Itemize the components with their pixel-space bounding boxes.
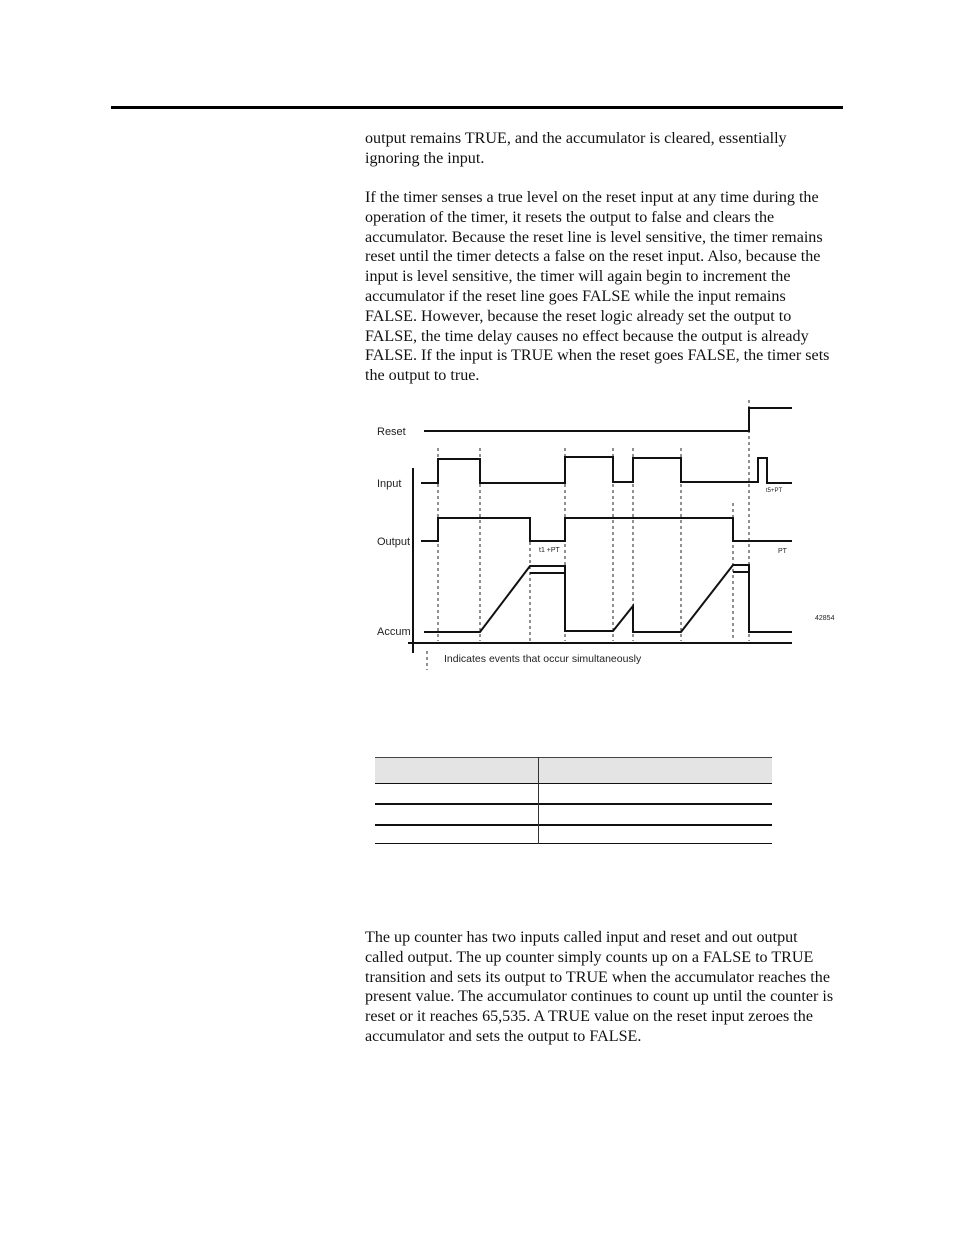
table-column-divider bbox=[538, 757, 539, 844]
legend-text: Indicates events that occur simultaneously bbox=[444, 653, 642, 665]
accum-waveform bbox=[424, 565, 792, 632]
figure-number: 42854 bbox=[815, 615, 835, 622]
table-bottom-rule bbox=[375, 843, 772, 844]
paragraph-reset-behavior: If the timer senses a true level on the reset input at any time during the operation of the timer, it resets the output to false and clears the accumulator. Because the reset line is level sensitive, the timer remains reset until the timer detects a false on the reset input. Also, because the input is level sensitive, the timer will again begin to increment the accumulator if the reset line goes FALSE while the input remains FALSE. However, because the reset logic already set the output to FALSE, the time delay causes no effect because the output is already FALSE. If the input is TRUE when the reset goes FALSE, the timer sets the output to true. bbox=[365, 189, 830, 385]
pt-annotation: PT bbox=[778, 548, 787, 555]
output-waveform bbox=[421, 518, 792, 541]
t5-pt-annotation: t5+PT bbox=[766, 488, 783, 494]
accum-label: Accum bbox=[377, 626, 411, 638]
table-row-divider bbox=[375, 824, 772, 826]
input-waveform bbox=[421, 457, 792, 483]
output-label: Output bbox=[377, 536, 411, 548]
timing-diagram bbox=[368, 398, 838, 676]
table-row-divider bbox=[375, 783, 772, 784]
header-rule bbox=[111, 106, 843, 109]
input-label: Input bbox=[377, 478, 402, 490]
reset-waveform bbox=[424, 408, 792, 431]
table-row-divider bbox=[375, 803, 772, 805]
paragraph-continuation: output remains TRUE, and the accumulator is cleared, essentially ignoring the input. bbox=[365, 130, 787, 167]
paragraph-up-counter: The up counter has two inputs called input and reset and out output called output. The up counter simply counts up on a FALSE to TRUE transition and sets its output to TRUE when the accumulator reaches the present value. The accumulator continues to count up until the counter is reset or it reaches 65,535. A TRUE value on the reset input zeroes the accumulator and sets the output to FALSE. bbox=[365, 929, 834, 1045]
table-header-row bbox=[375, 757, 772, 784]
empty-table bbox=[375, 757, 772, 845]
t1-pt-annotation: t1 +PT bbox=[539, 547, 560, 554]
reset-label: Reset bbox=[377, 426, 406, 438]
